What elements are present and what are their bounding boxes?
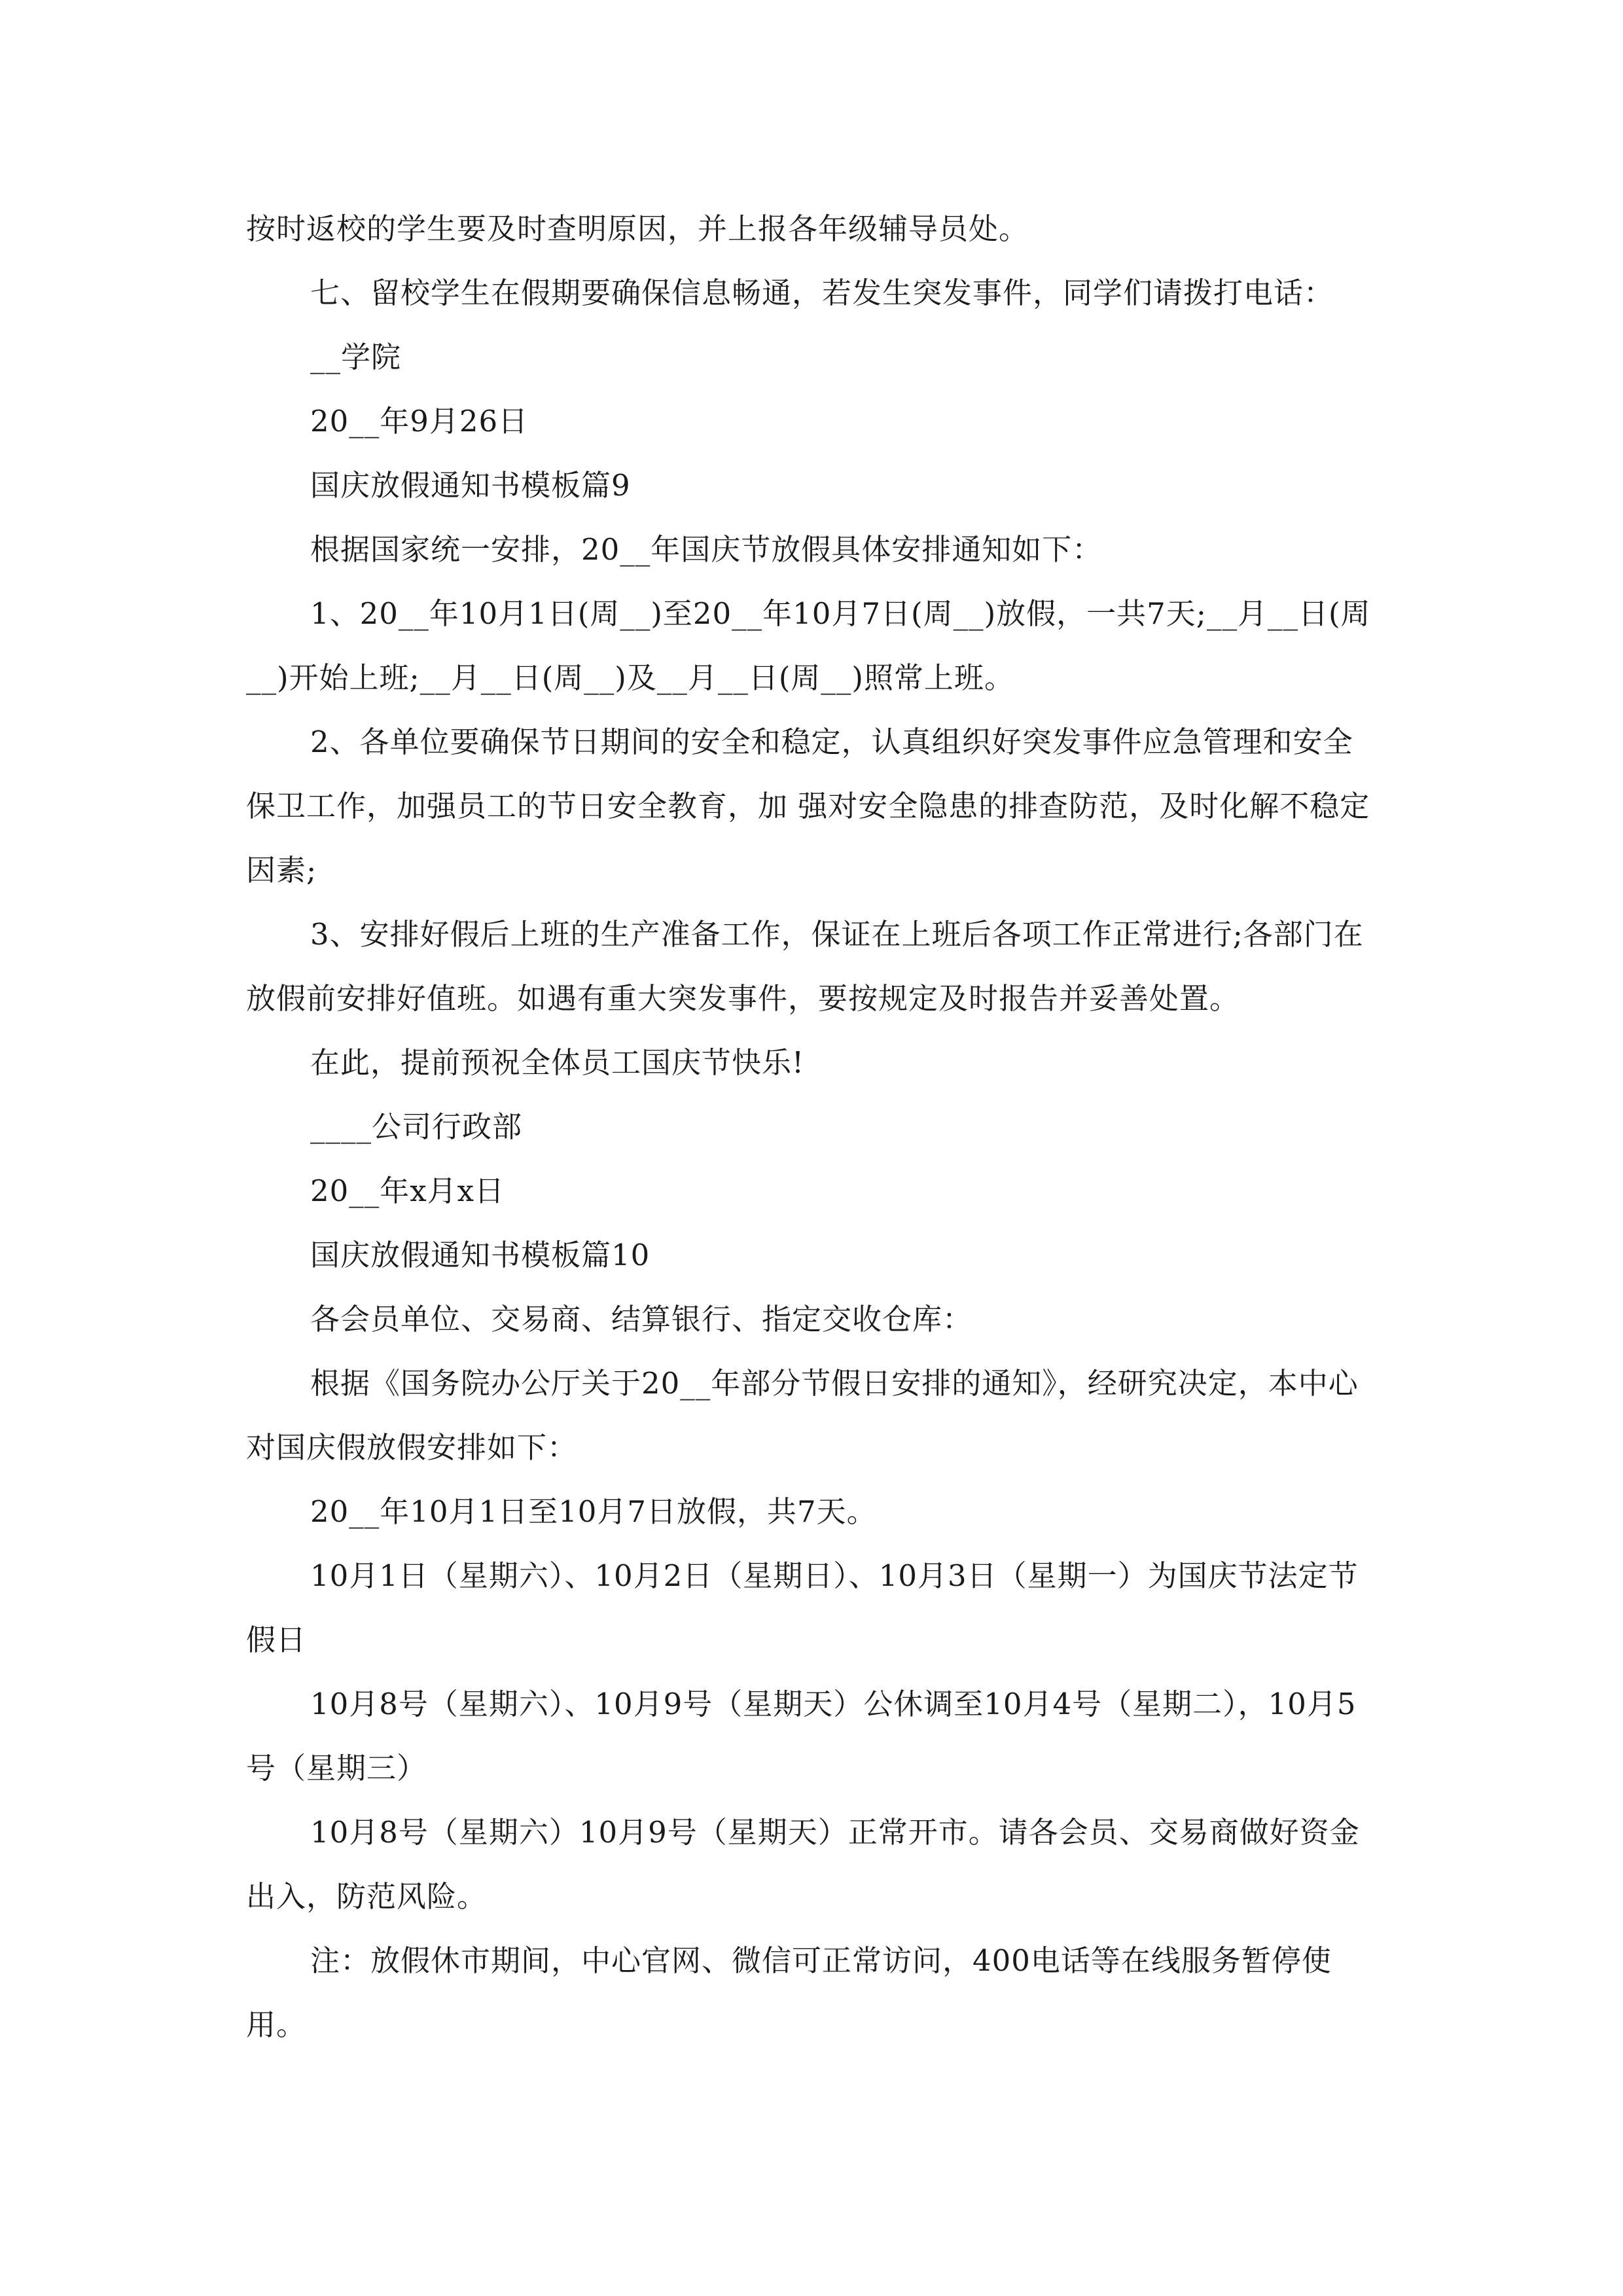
date-line: 20__年9月26日 [310,404,529,439]
paragraph: 在此，提前预祝全体员工国庆节快乐! [310,1045,805,1080]
paragraph: 按时返校的学生要及时查明原因，并上报各年级辅导员处。 [246,211,1029,246]
paragraph: 1、20__年10月1日(周__)至20__年10月7日(周__)放假，一共7天;__月__日(周__)开始上班;__月__日(周__)及__月__日(周__)照常上班。 [246,596,1371,695]
paragraph: 20__年10月1日至10月7日放假，共7天。 [310,1494,877,1529]
paragraph: 根据国家统一安排，20__年国庆节放假具体安排通知如下： [310,532,1103,567]
paragraph: 3、安排好假后上班的生产准备工作，保证在上班后各项工作正常进行;各部门在放假前安排好值班。如遇有重大突发事件，要按规定及时报告并妥善处置。 [246,917,1364,1016]
date-line: 20__年x月x日 [310,1174,505,1208]
paragraph: 10月1日（星期六）、10月2日（星期日）、10月3日（星期一）为国庆节法定节假日 [246,1558,1359,1657]
section-heading: 国庆放假通知书模板篇10 [310,1238,651,1272]
paragraph: 七、留校学生在假期要确保信息畅通，若发生突发事件，同学们请拨打电话： [310,276,1334,310]
signature-college: __学院 [310,340,402,374]
paragraph: 10月8号（星期六）、10月9号（星期天）公休调至10月4号（星期二），10月5号（星期三） [246,1687,1357,1785]
paragraph: 各会员单位、交易商、结算银行、指定交收仓库： [310,1302,973,1336]
signature-department: ____公司行政部 [310,1109,523,1144]
paragraph: 注：放假休市期间，中心官网、微信可正常访问，400电话等在线服务暂停使用。 [246,1943,1332,2042]
section-heading: 国庆放假通知书模板篇9 [310,468,631,503]
document-body [246,197,1380,2057]
paragraph: 根据《国务院办公厅关于20__年部分节假日安排的通知》，经研究决定，本中心对国庆假放假安排如下： [246,1366,1359,1465]
paragraph: 2、各单位要确保节日期间的安全和稳定，认真组织好突发事件应急管理和安全保卫工作，加强员工的节日安全教育，加 强对安全隐患的排查防范，及时化解不稳定因素; [246,725,1370,888]
paragraph: 10月8号（星期六）10月9号（星期天）正常开市。请各会员、交易商做好资金出入，防范风险。 [246,1815,1360,1914]
